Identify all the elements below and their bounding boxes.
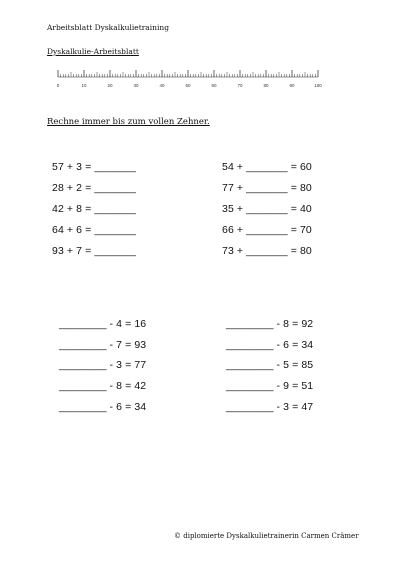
exercise-problem: 57 + 3 = _______ — [52, 161, 136, 173]
number-line-label: 70 — [237, 83, 243, 88]
exercise-problem: ________ - 5 = 85 — [226, 359, 314, 371]
number-line-label: 0 — [56, 83, 60, 88]
page-title: Arbeitsblatt Dyskalkulietraining — [47, 23, 170, 32]
exercise-problem: ________ - 8 = 92 — [226, 318, 314, 330]
exercise-problem: 77 + _______ = 80 — [222, 182, 312, 194]
exercise-problem: 73 + _______ = 80 — [222, 245, 312, 257]
exercise-problem: ________ - 3 = 47 — [226, 401, 314, 413]
number-line-label: 30 — [133, 83, 139, 88]
exercise-problem: 93 + 7 = _______ — [52, 245, 136, 257]
number-line — [54, 69, 344, 91]
number-line-label: 10 — [81, 83, 87, 88]
exercise-problem: 28 + 2 = _______ — [52, 182, 136, 194]
exercise-problem: 35 + _______ = 40 — [222, 203, 312, 215]
number-line-label: 80 — [263, 83, 269, 88]
number-line-label: 90 — [289, 83, 295, 88]
exercise-problem: ________ - 9 = 51 — [226, 380, 314, 392]
exercise-problem: ________ - 4 = 16 — [59, 318, 147, 330]
instruction-text: Rechne immer bis zum vollen Zehner. — [47, 117, 210, 127]
copyright-footer: © diplomierte Dyskalkulietrainerin Carmen Crämer — [174, 532, 359, 540]
number-line-label: 40 — [159, 83, 165, 88]
number-line-label: 60 — [211, 83, 217, 88]
exercise-problem: ________ - 7 = 93 — [59, 339, 147, 351]
exercise-problem: 66 + _______ = 70 — [222, 224, 312, 236]
exercise-problem: 54 + _______ = 60 — [222, 161, 312, 173]
exercise-problem: 42 + 8 = _______ — [52, 203, 136, 215]
exercise-problem: ________ - 6 = 34 — [226, 339, 314, 351]
exercise-problem: ________ - 3 = 77 — [59, 359, 147, 371]
number-line-label: 50 — [185, 83, 191, 88]
number-line-label: 100 — [314, 83, 322, 88]
page-subtitle: Dyskalkulie-Arbeitsblatt — [47, 47, 139, 56]
exercise-problem: ________ - 8 = 42 — [59, 380, 147, 392]
exercise-problem: 64 + 6 = _______ — [52, 224, 136, 236]
number-line-label: 20 — [107, 83, 113, 88]
exercise-problem: ________ - 6 = 34 — [59, 401, 147, 413]
